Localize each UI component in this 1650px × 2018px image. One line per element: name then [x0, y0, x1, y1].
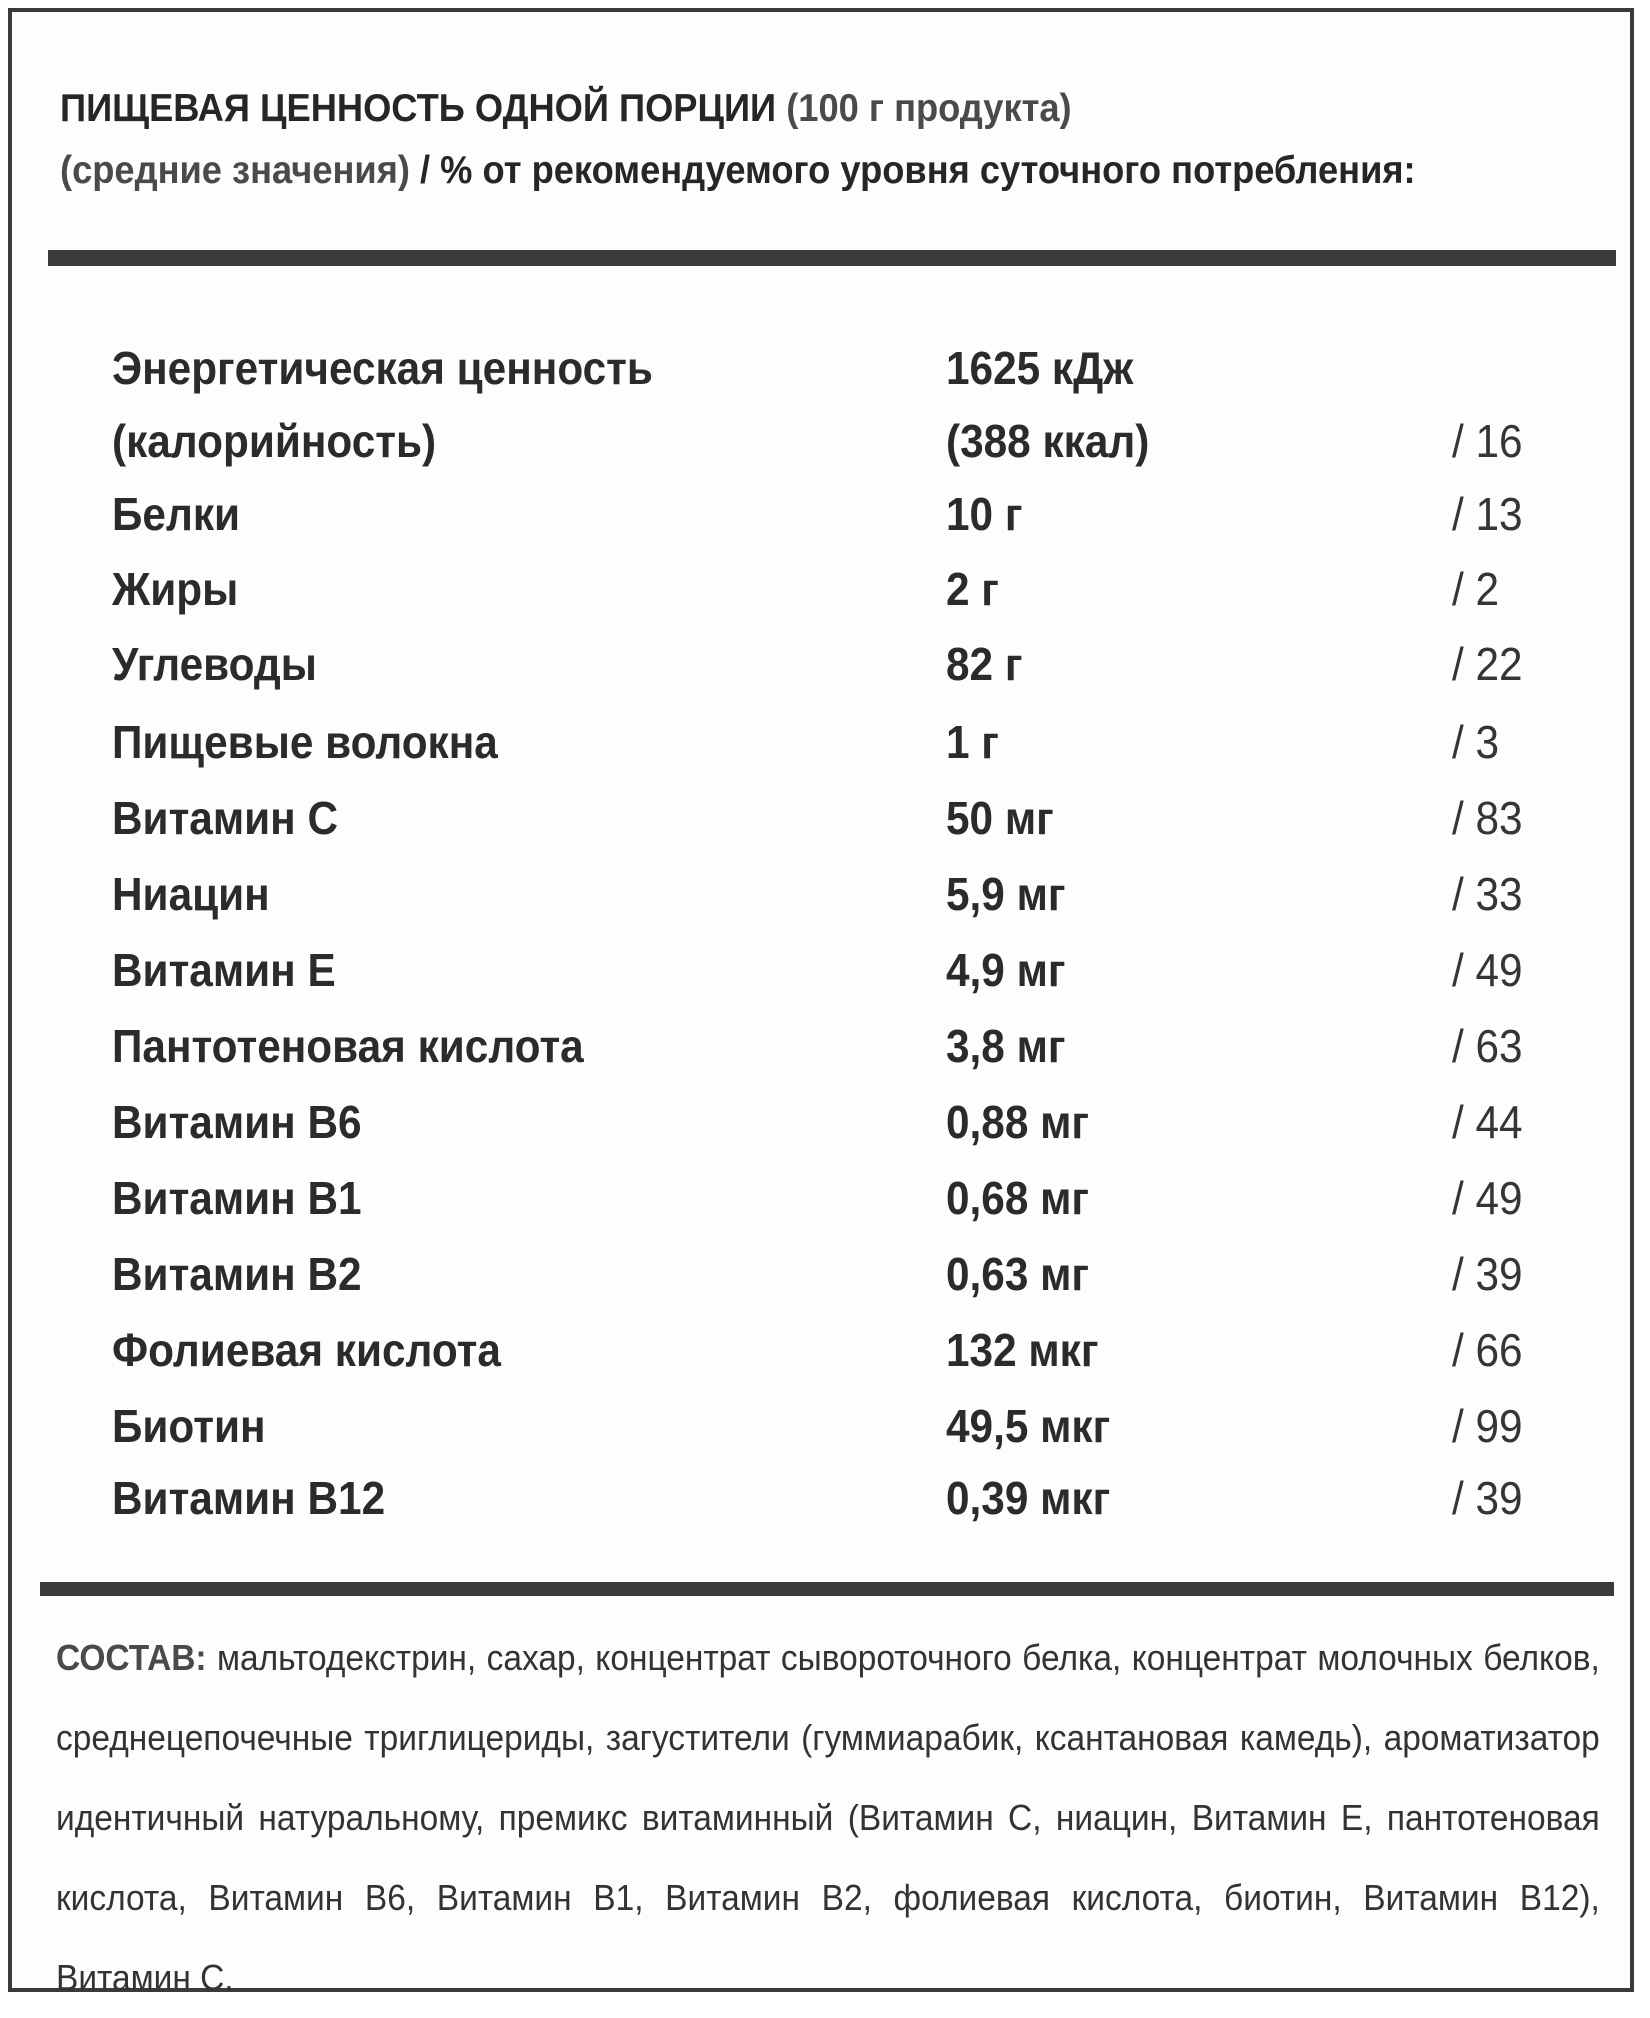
top-divider [48, 250, 1616, 266]
nutrient-amount: 49,5 мкг [946, 1400, 1111, 1452]
nutrient-percent: / 39 [1452, 1472, 1523, 1524]
bottom-divider [40, 1582, 1614, 1596]
nutrient-amount: 4,9 мг [946, 944, 1066, 996]
nutrient-amount: 0,39 мкг [946, 1472, 1111, 1524]
header-subtitle-avg: (средние значения) [60, 149, 410, 192]
nutrient-amount: 2 г [946, 563, 999, 615]
nutrient-percent: / 39 [1452, 1248, 1523, 1300]
nutrient-percent: / 3 [1452, 716, 1500, 768]
nutrient-row [0, 1008, 1650, 1084]
nutrient-name: Энергетическая ценность [112, 342, 653, 394]
nutrient-name: (калорийность) [112, 415, 437, 467]
nutrient-name: Углеводы [112, 638, 317, 690]
nutrition-header [60, 78, 1620, 202]
nutrient-row [0, 704, 1650, 780]
nutrient-name: Витамин В1 [112, 1172, 362, 1224]
nutrient-amount: 3,8 мг [946, 1020, 1066, 1072]
nutrient-name: Витамин В2 [112, 1248, 362, 1300]
nutrient-percent: / 33 [1452, 868, 1523, 920]
nutrient-row [0, 780, 1650, 856]
nutrient-amount: 5,9 мг [946, 868, 1066, 920]
header-portion: (100 г продукта) [786, 87, 1072, 130]
header-subtitle-line [60, 140, 1511, 202]
nutrient-amount: 10 г [946, 488, 1023, 540]
nutrient-row [0, 1160, 1650, 1236]
nutrient-row [0, 856, 1650, 932]
nutrient-name: Жиры [112, 563, 239, 615]
nutrient-amount: 0,68 мг [946, 1172, 1090, 1224]
nutrient-amount: 0,63 мг [946, 1248, 1090, 1300]
nutrient-percent: / 16 [1452, 415, 1523, 467]
nutrient-name: Витамин В6 [112, 1096, 362, 1148]
nutrient-percent: / 99 [1452, 1400, 1523, 1452]
nutrient-name: Витамин В12 [112, 1472, 386, 1524]
nutrient-row [0, 551, 1650, 627]
nutrient-name: Пантотеновая кислота [112, 1020, 584, 1072]
nutrient-percent: / 83 [1452, 792, 1523, 844]
nutrient-row [0, 932, 1650, 1008]
nutrient-amount: 1 г [946, 716, 999, 768]
nutrient-percent: / 49 [1452, 944, 1523, 996]
nutrient-amount: 0,88 мг [946, 1096, 1090, 1148]
nutrient-amount: 132 мкг [946, 1324, 1099, 1376]
nutrient-row [0, 476, 1650, 552]
nutrient-row [0, 1460, 1650, 1536]
composition-text: мальтодекстрин, сахар, концентрат сывороточного белка, концентрат молочных белков, среднецепочечные триглицериды, загустители (гуммиарабик, ксантановая камедь), ароматизатор идентичный натуральному, премикс витаминный (Витамин С, ниацин, Витамин Е, пантотеновая кислота, Витамин В6, Витамин В1, Витамин В2, фолиевая кислота, биотин, Витамин В12), Витамин С. [56, 1637, 1600, 1998]
nutrient-amount: (388 ккал) [946, 415, 1150, 467]
nutrient-percent: / 44 [1452, 1096, 1523, 1148]
header-subtitle-rest: / % от рекомендуемого уровня суточного потребления: [420, 149, 1416, 192]
nutrient-percent: / 49 [1452, 1172, 1523, 1224]
nutrient-name: Пищевые волокна [112, 716, 498, 768]
nutrient-name: Белки [112, 488, 241, 540]
nutrient-name: Витамин С [112, 792, 339, 844]
nutrient-row [0, 330, 1650, 406]
nutrient-percent: / 63 [1452, 1020, 1523, 1072]
nutrient-row [0, 1236, 1650, 1312]
nutrient-row [0, 403, 1650, 479]
nutrient-percent: / 22 [1452, 638, 1523, 690]
nutrient-name: Ниацин [112, 868, 270, 920]
nutrient-amount: 1625 кДж [946, 342, 1134, 394]
nutrient-name: Биотин [112, 1400, 266, 1452]
nutrient-row [0, 1388, 1650, 1464]
nutrient-name: Фолиевая кислота [112, 1324, 501, 1376]
nutrient-amount: 50 мг [946, 792, 1054, 844]
header-title: ПИЩЕВАЯ ЦЕННОСТЬ ОДНОЙ ПОРЦИИ [60, 87, 777, 130]
nutrient-percent: / 13 [1452, 488, 1523, 540]
nutrient-row [0, 1084, 1650, 1160]
header-title-line [60, 78, 1511, 140]
composition-paragraph [56, 1618, 1600, 2018]
nutrient-percent: / 2 [1452, 563, 1500, 615]
nutrient-amount: 82 г [946, 638, 1023, 690]
composition-title: СОСТАВ: [56, 1637, 207, 1678]
nutrient-percent: / 66 [1452, 1324, 1523, 1376]
nutrient-row [0, 1312, 1650, 1388]
nutrient-name: Витамин Е [112, 944, 336, 996]
nutrient-row [0, 626, 1650, 702]
